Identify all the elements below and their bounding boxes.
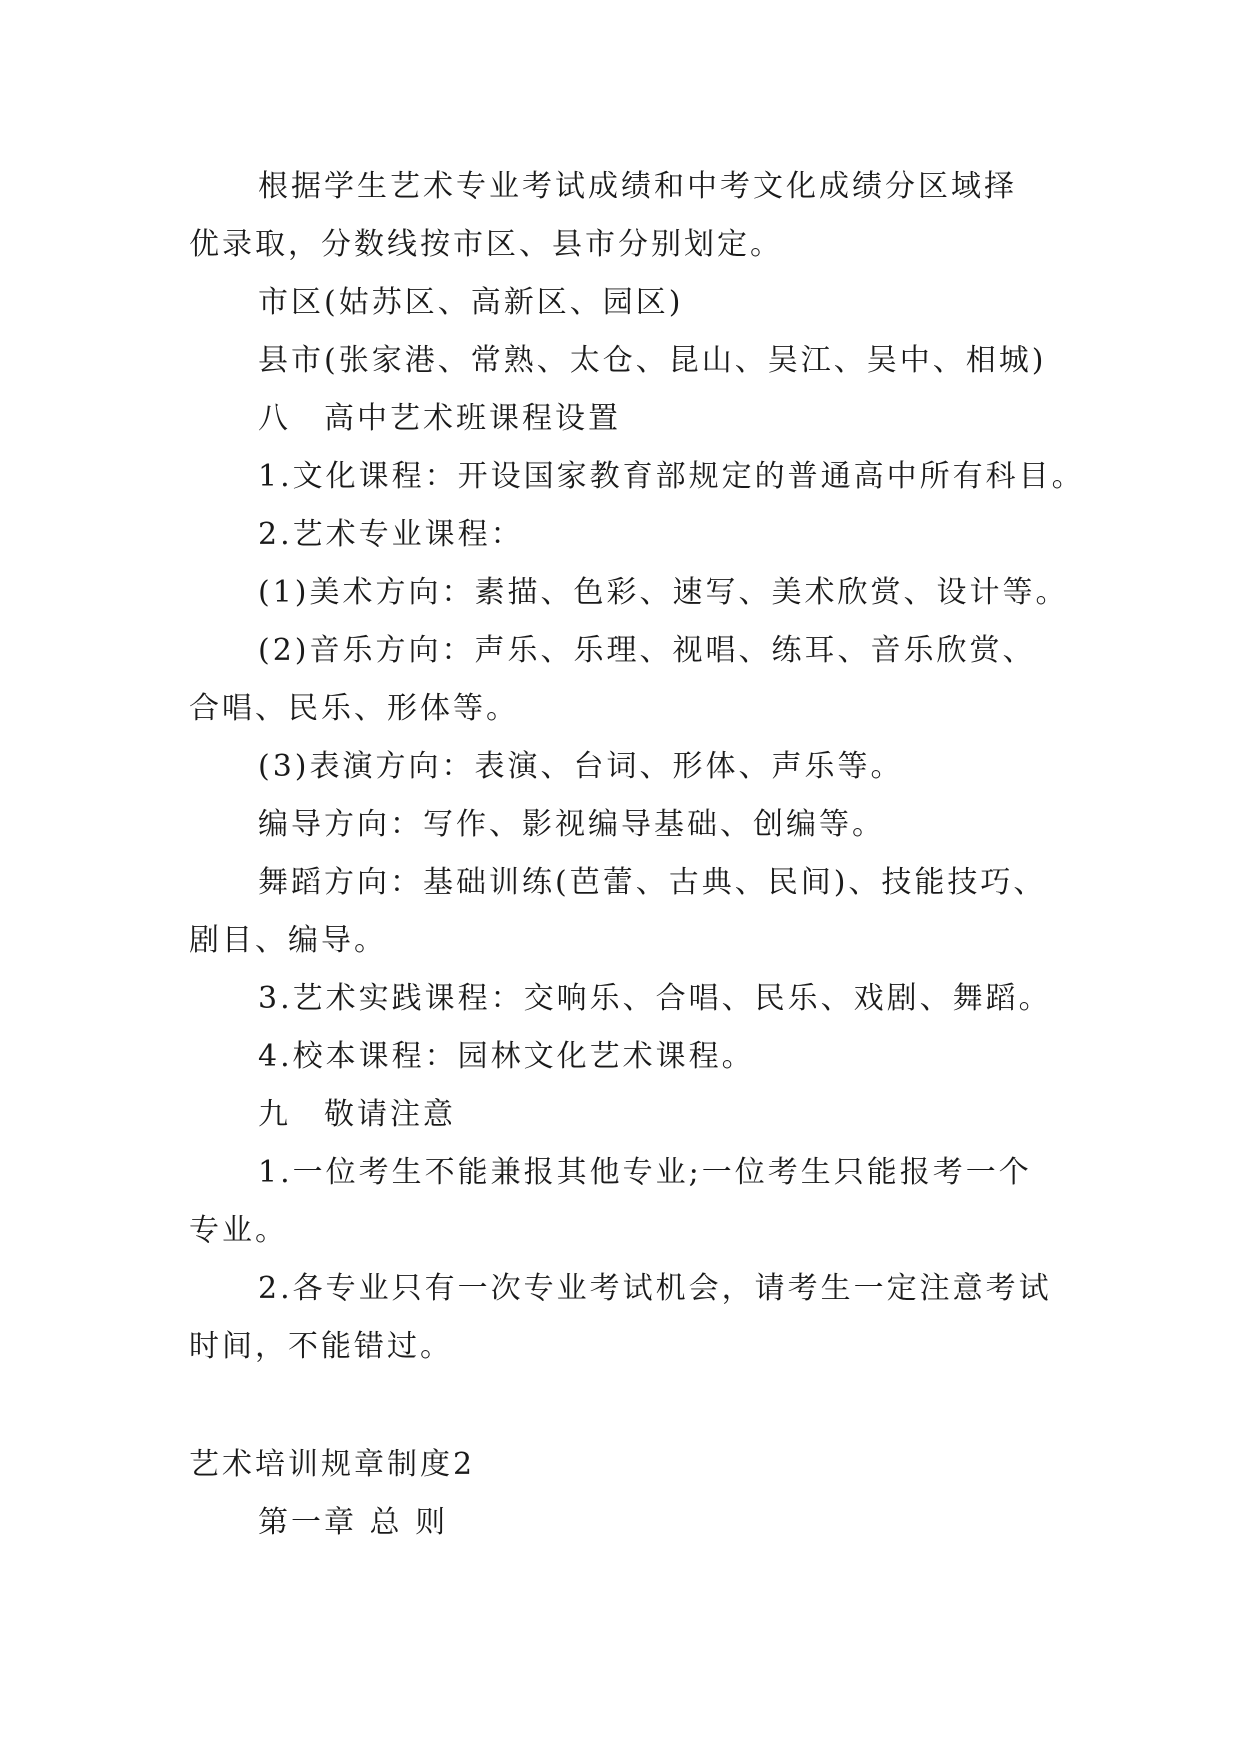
paragraph-line: (2)音乐方向：声乐、乐理、视唱、练耳、音乐欣赏、 <box>258 633 1036 668</box>
paragraph-line: 剧目、编导。 <box>189 923 387 958</box>
paragraph-line: 县市(张家港、常熟、太仓、昆山、吴江、吴中、相城) <box>258 343 1047 378</box>
section-heading: 八 高中艺术班课程设置 <box>258 401 621 436</box>
paragraph-line: 2.各专业只有一次专业考试机会，请考生一定注意考试 <box>258 1271 1052 1306</box>
paragraph-line: 2.艺术专业课程： <box>258 517 524 552</box>
paragraph-line: 舞蹈方向：基础训练(芭蕾、古典、民间)、技能技巧、 <box>258 865 1047 900</box>
paragraph-line: 市区(姑苏区、高新区、园区) <box>258 285 684 320</box>
paragraph-line: (3)表演方向：表演、台词、形体、声乐等。 <box>258 749 904 784</box>
paragraph-line: 编导方向：写作、影视编导基础、创编等。 <box>258 807 885 842</box>
paragraph-line: 时间，不能错过。 <box>189 1329 453 1364</box>
paragraph-line: 3.艺术实践课程：交响乐、合唱、民乐、戏剧、舞蹈。 <box>258 981 1052 1016</box>
paragraph-line: 合唱、民乐、形体等。 <box>189 691 519 726</box>
paragraph-line: 1.一位考生不能兼报其他专业;一位考生只能报考一个 <box>258 1155 1032 1190</box>
chapter-heading: 第一章 总 则 <box>258 1505 449 1540</box>
paragraph-line: 专业。 <box>189 1213 288 1248</box>
document-title: 艺术培训规章制度2 <box>189 1447 476 1482</box>
paragraph-line: 1.文化课程：开设国家教育部规定的普通高中所有科目。 <box>258 459 1085 494</box>
section-heading: 九 敬请注意 <box>258 1097 456 1132</box>
paragraph-line: 优录取，分数线按市区、县市分别划定。 <box>189 227 783 262</box>
paragraph-line: 根据学生艺术专业考试成绩和中考文化成绩分区域择 <box>258 169 1017 204</box>
paragraph-line: (1)美术方向：素描、色彩、速写、美术欣赏、设计等。 <box>258 575 1069 610</box>
paragraph-line: 4.校本课程：园林文化艺术课程。 <box>258 1039 755 1074</box>
